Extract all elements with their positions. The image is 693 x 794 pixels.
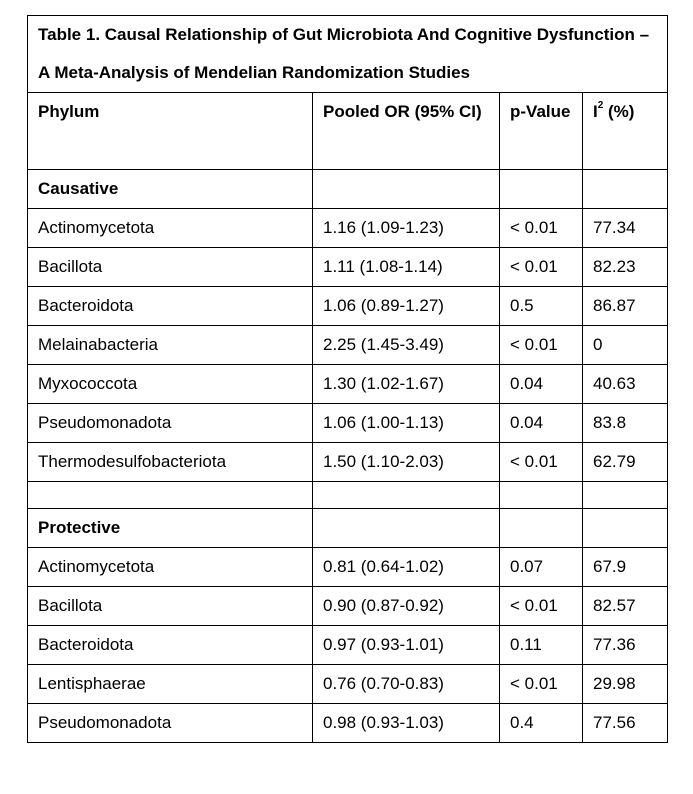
phylum-cell: Lentisphaerae — [28, 665, 313, 704]
spacer-cell — [28, 482, 313, 509]
header-i2-base: I — [593, 102, 598, 121]
spacer-row — [28, 482, 668, 509]
pooled-or-cell: 1.30 (1.02-1.67) — [313, 365, 500, 404]
p-value-cell: < 0.01 — [500, 443, 583, 482]
group-empty-cell — [313, 170, 500, 209]
table-row — [28, 326, 668, 365]
pooled-or-cell: 1.06 (0.89-1.27) — [313, 287, 500, 326]
i2-cell: 67.9 — [583, 548, 668, 587]
p-value-cell: < 0.01 — [500, 665, 583, 704]
i2-cell: 82.23 — [583, 248, 668, 287]
pooled-or-cell: 1.16 (1.09-1.23) — [313, 209, 500, 248]
spacer-cell — [313, 482, 500, 509]
header-row — [28, 93, 668, 170]
p-value-cell: 0.04 — [500, 404, 583, 443]
phylum-cell: Melainabacteria — [28, 326, 313, 365]
group-empty-cell — [313, 509, 500, 548]
phylum-cell: Pseudomonadota — [28, 704, 313, 743]
phylum-cell: Myxococcota — [28, 365, 313, 404]
group-row — [28, 170, 668, 209]
header-pooled-or: Pooled OR (95% CI) — [313, 93, 500, 170]
p-value-cell: 0.4 — [500, 704, 583, 743]
i2-cell: 77.36 — [583, 626, 668, 665]
phylum-cell: Actinomycetota — [28, 209, 313, 248]
i2-cell: 40.63 — [583, 365, 668, 404]
table-row — [28, 587, 668, 626]
results-table — [27, 15, 668, 743]
phylum-cell: Bacteroidota — [28, 626, 313, 665]
header-i2 — [583, 93, 668, 170]
pooled-or-cell: 0.81 (0.64-1.02) — [313, 548, 500, 587]
table-row — [28, 665, 668, 704]
p-value-cell: 0.04 — [500, 365, 583, 404]
p-value-cell: 0.5 — [500, 287, 583, 326]
p-value-cell: < 0.01 — [500, 248, 583, 287]
group-label: Protective — [28, 509, 313, 548]
p-value-cell: 0.11 — [500, 626, 583, 665]
i2-cell: 77.34 — [583, 209, 668, 248]
group-label: Causative — [28, 170, 313, 209]
i2-cell: 62.79 — [583, 443, 668, 482]
i2-cell: 0 — [583, 326, 668, 365]
phylum-cell: Thermodesulfobacteriota — [28, 443, 313, 482]
pooled-or-cell: 0.90 (0.87-0.92) — [313, 587, 500, 626]
p-value-cell: < 0.01 — [500, 326, 583, 365]
i2-cell: 77.56 — [583, 704, 668, 743]
table-row — [28, 209, 668, 248]
table-caption: Table 1. Causal Relationship of Gut Microbiota And Cognitive Dysfunction – A Meta-Analysis of Mendelian Randomization Studies — [28, 16, 668, 93]
table-row — [28, 404, 668, 443]
pooled-or-cell: 0.97 (0.93-1.01) — [313, 626, 500, 665]
spacer-cell — [583, 482, 668, 509]
group-empty-cell — [583, 170, 668, 209]
table-row — [28, 443, 668, 482]
spacer-cell — [500, 482, 583, 509]
pooled-or-cell: 1.06 (1.00-1.13) — [313, 404, 500, 443]
i2-cell: 82.57 — [583, 587, 668, 626]
table-row — [28, 548, 668, 587]
pooled-or-cell: 0.76 (0.70-0.83) — [313, 665, 500, 704]
table-row — [28, 626, 668, 665]
phylum-cell: Actinomycetota — [28, 548, 313, 587]
phylum-cell: Bacteroidota — [28, 287, 313, 326]
i2-cell: 83.8 — [583, 404, 668, 443]
group-empty-cell — [500, 509, 583, 548]
table-row — [28, 248, 668, 287]
pooled-or-cell: 1.50 (1.10-2.03) — [313, 443, 500, 482]
header-i2-sup: 2 — [597, 100, 604, 112]
pooled-or-cell: 2.25 (1.45-3.49) — [313, 326, 500, 365]
group-empty-cell — [583, 509, 668, 548]
p-value-cell: < 0.01 — [500, 209, 583, 248]
pooled-or-cell: 1.11 (1.08-1.14) — [313, 248, 500, 287]
phylum-cell: Bacillota — [28, 248, 313, 287]
phylum-cell: Bacillota — [28, 587, 313, 626]
header-phylum: Phylum — [28, 93, 313, 170]
phylum-cell: Pseudomonadota — [28, 404, 313, 443]
i2-cell: 29.98 — [583, 665, 668, 704]
group-row — [28, 509, 668, 548]
group-empty-cell — [500, 170, 583, 209]
p-value-cell: < 0.01 — [500, 587, 583, 626]
header-p-value: p-Value — [500, 93, 583, 170]
caption-row — [28, 16, 668, 93]
header-i2-unit: (%) — [603, 102, 635, 121]
p-value-cell: 0.07 — [500, 548, 583, 587]
table-row — [28, 704, 668, 743]
i2-cell: 86.87 — [583, 287, 668, 326]
table-row — [28, 287, 668, 326]
pooled-or-cell: 0.98 (0.93-1.03) — [313, 704, 500, 743]
table-row — [28, 365, 668, 404]
